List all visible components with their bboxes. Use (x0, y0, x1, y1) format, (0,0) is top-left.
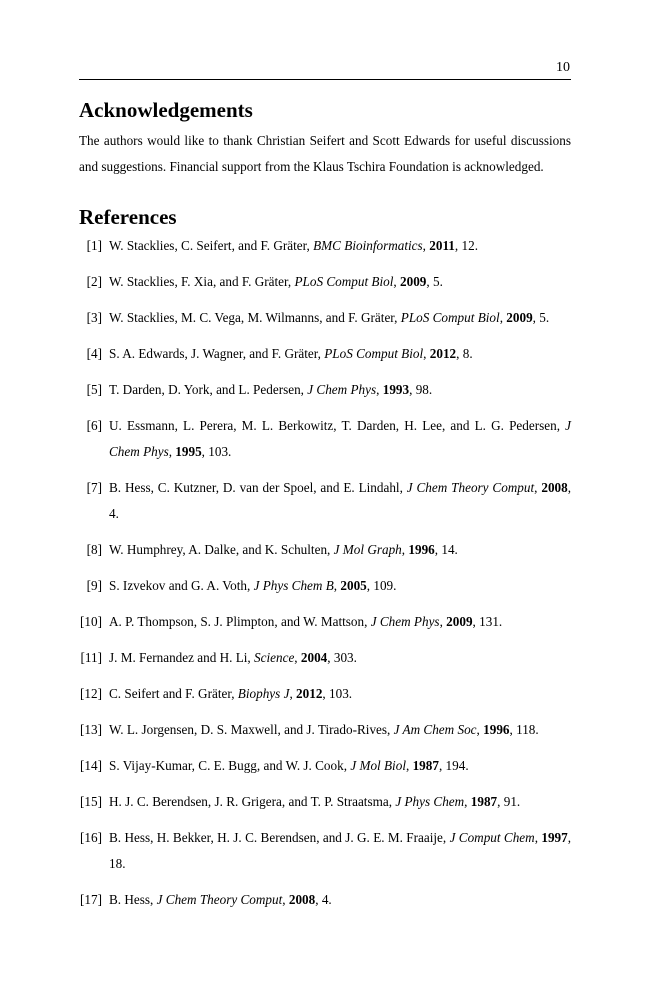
reference-label: [9] (86, 578, 102, 593)
reference-volume: , 118. (509, 722, 539, 737)
reference-year: 2009 (506, 310, 533, 325)
reference-label: [12] (80, 686, 102, 701)
reference-volume: , 98. (409, 382, 433, 397)
reference-item: [7] B. Hess, C. Kutzner, D. van der Spoel, and E. Lindahl, J Chem Theory Comput, 2008, 4. (79, 475, 571, 527)
reference-year: 1987 (412, 758, 439, 773)
reference-year: 1996 (408, 542, 435, 557)
reference-authors: W. Humphrey, A. Dalke, and K. Schulten, (109, 542, 331, 557)
reference-journal: PLoS Comput Biol (324, 346, 424, 361)
reference-journal: J Phys Chem (395, 794, 465, 809)
reference-item: [3] W. Stacklies, M. C. Vega, M. Wilmanns, and F. Gräter, PLoS Comput Biol, 2009, 5. (79, 305, 571, 331)
reference-journal: Biophys J (237, 686, 290, 701)
reference-item: [14] S. Vijay-Kumar, C. E. Bugg, and W. J. Cook, J Mol Biol, 1987, 194. (79, 753, 571, 779)
reference-year: 2004 (300, 650, 328, 665)
page-content (79, 96, 571, 923)
reference-label: [1] (86, 238, 102, 253)
reference-journal: J Chem Phys (109, 418, 572, 459)
reference-volume: , 109. (366, 578, 397, 593)
reference-volume: , 194. (438, 758, 469, 773)
reference-item: [6] U. Essmann, L. Perera, M. L. Berkowitz, T. Darden, H. Lee, and L. G. Pedersen, J Chem Phys, 1995, 103. (79, 413, 571, 465)
reference-volume: , 4. (109, 480, 572, 521)
reference-item: [10] A. P. Thompson, S. J. Plimpton, and W. Mattson, J Chem Phys, 2009, 131. (79, 609, 571, 635)
reference-authors: S. Vijay-Kumar, C. E. Bugg, and W. J. Cook, (109, 758, 348, 773)
reference-label: [17] (80, 892, 102, 907)
reference-journal: J Mol Biol (350, 758, 406, 773)
reference-item: [15] H. J. C. Berendsen, J. R. Grigera, and T. P. Straatsma, J Phys Chem, 1987, 91. (79, 789, 571, 815)
reference-volume: , 91. (497, 794, 521, 809)
reference-label: [2] (86, 274, 102, 289)
reference-year: 1993 (382, 382, 410, 397)
reference-authors: H. J. C. Berendsen, J. R. Grigera, and T. P. Straatsma, (109, 794, 393, 809)
reference-authors: T. Darden, D. York, and L. Pedersen, (109, 382, 304, 397)
reference-volume: , 5. (532, 310, 550, 325)
reference-item: [16] B. Hess, H. Bekker, H. J. C. Berendsen, and J. G. E. M. Fraaije, J Comput Chem, 1997, 18. (79, 825, 571, 877)
reference-label: [3] (86, 310, 102, 325)
reference-volume: , 8. (456, 346, 473, 361)
reference-label: [15] (80, 794, 102, 809)
acknowledgements-heading: Acknowledgements (79, 98, 253, 122)
reference-item: [5] T. Darden, D. York, and L. Pedersen, J Chem Phys, 1993, 98. (79, 377, 571, 403)
reference-year: 1995 (175, 444, 202, 459)
reference-label: [14] (80, 758, 102, 773)
reference-year: 1997 (541, 830, 568, 845)
reference-volume: , 4. (315, 892, 332, 907)
reference-authors: S. A. Edwards, J. Wagner, and F. Gräter, (109, 346, 321, 361)
reference-year: 2011 (429, 238, 455, 253)
reference-year: 1987 (470, 794, 498, 809)
reference-journal: BMC Bioinformatics (313, 238, 423, 253)
reference-label: [16] (80, 830, 102, 845)
reference-item: [12] C. Seifert and F. Gräter, Biophys J, 2012, 103. (79, 681, 571, 707)
reference-authors: B. Hess, C. Kutzner, D. van der Spoel, and E. Lindahl, (109, 480, 403, 495)
reference-journal: J Mol Graph (333, 542, 402, 557)
reference-item: [2] W. Stacklies, F. Xia, and F. Gräter, PLoS Comput Biol, 2009, 5. (79, 269, 571, 295)
reference-item: [13] W. L. Jorgensen, D. S. Maxwell, and J. Tirado-Rives, J Am Chem Soc, 1996, 118. (79, 717, 571, 743)
reference-year: 2008 (288, 892, 316, 907)
reference-year: 2012 (296, 686, 323, 701)
reference-year: 1996 (483, 722, 510, 737)
reference-authors: W. Stacklies, C. Seifert, and F. Gräter, (109, 238, 310, 253)
reference-volume: , 14. (434, 542, 458, 557)
acknowledgements-text: The authors would like to thank Christian Seifert and Scott Edwards for useful discussions and suggestions. Financial support from the Klaus Tschira Foundation is acknowledged. (79, 133, 571, 174)
reference-authors: A. P. Thompson, S. J. Plimpton, and W. Mattson, (109, 614, 368, 629)
reference-label: [4] (86, 346, 102, 361)
reference-item: [1] W. Stacklies, C. Seifert, and F. Gräter, BMC Bioinformatics, 2011, 12. (79, 233, 571, 259)
reference-label: [5] (86, 382, 102, 397)
header-rule (79, 79, 571, 80)
reference-item: [11] J. M. Fernandez and H. Li, Science, 2004, 303. (79, 645, 571, 671)
reference-year: 2005 (340, 578, 367, 593)
reference-item: [17] B. Hess, J Chem Theory Comput, 2008, 4. (79, 887, 571, 913)
page-number: 10 (556, 60, 570, 75)
reference-volume: , 303. (327, 650, 357, 665)
references-heading: References (79, 205, 177, 229)
reference-list (79, 233, 571, 913)
reference-volume: , 18. (109, 830, 572, 871)
reference-year: 2009 (446, 614, 473, 629)
reference-item: [4] S. A. Edwards, J. Wagner, and F. Gräter, PLoS Comput Biol, 2012, 8. (79, 341, 571, 367)
reference-label: [11] (80, 650, 102, 665)
reference-label: [6] (86, 418, 102, 433)
reference-label: [10] (80, 614, 102, 629)
reference-journal: PLoS Comput Biol (400, 310, 500, 325)
reference-authors: W. L. Jorgensen, D. S. Maxwell, and J. Tirado-Rives, (109, 722, 391, 737)
reference-year: 2008 (541, 480, 568, 495)
reference-authors: B. Hess, (109, 892, 154, 907)
reference-journal: J Comput Chem (449, 830, 535, 845)
reference-label: [7] (86, 480, 102, 495)
reference-journal: J Chem Phys (370, 614, 440, 629)
reference-volume: , 5. (426, 274, 443, 289)
reference-year: 2012 (429, 346, 457, 361)
reference-journal: Science (254, 650, 295, 665)
reference-journal: J Chem Theory Comput (406, 480, 535, 495)
reference-label: [13] (80, 722, 102, 737)
reference-authors: J. M. Fernandez and H. Li, (109, 650, 251, 665)
reference-item: [8] W. Humphrey, A. Dalke, and K. Schulten, J Mol Graph, 1996, 14. (79, 537, 571, 563)
reference-authors: S. Izvekov and G. A. Voth, (109, 578, 251, 593)
reference-journal: J Chem Phys (307, 382, 377, 397)
reference-authors: W. Stacklies, F. Xia, and F. Gräter, (109, 274, 292, 289)
reference-volume: , 103. (322, 686, 353, 701)
reference-authors: B. Hess, H. Bekker, H. J. C. Berendsen, and J. G. E. M. Fraaije, (109, 830, 447, 845)
reference-journal: J Phys Chem B (253, 578, 334, 593)
reference-authors: W. Stacklies, M. C. Vega, M. Wilmanns, and F. Gräter, (109, 310, 398, 325)
reference-year: 2009 (400, 274, 427, 289)
reference-label: [8] (86, 542, 102, 557)
reference-authors: C. Seifert and F. Gräter, (109, 686, 235, 701)
reference-volume: , 131. (472, 614, 503, 629)
reference-authors: U. Essmann, L. Perera, M. L. Berkowitz, T. Darden, H. Lee, and L. G. Pedersen, (109, 418, 560, 433)
reference-journal: J Am Chem Soc (393, 722, 477, 737)
reference-volume: , 103. (201, 444, 232, 459)
reference-item: [9] S. Izvekov and G. A. Voth, J Phys Chem B, 2005, 109. (79, 573, 571, 599)
reference-journal: PLoS Comput Biol (294, 274, 394, 289)
reference-journal: J Chem Theory Comput (156, 892, 283, 907)
reference-volume: , 12. (454, 238, 478, 253)
